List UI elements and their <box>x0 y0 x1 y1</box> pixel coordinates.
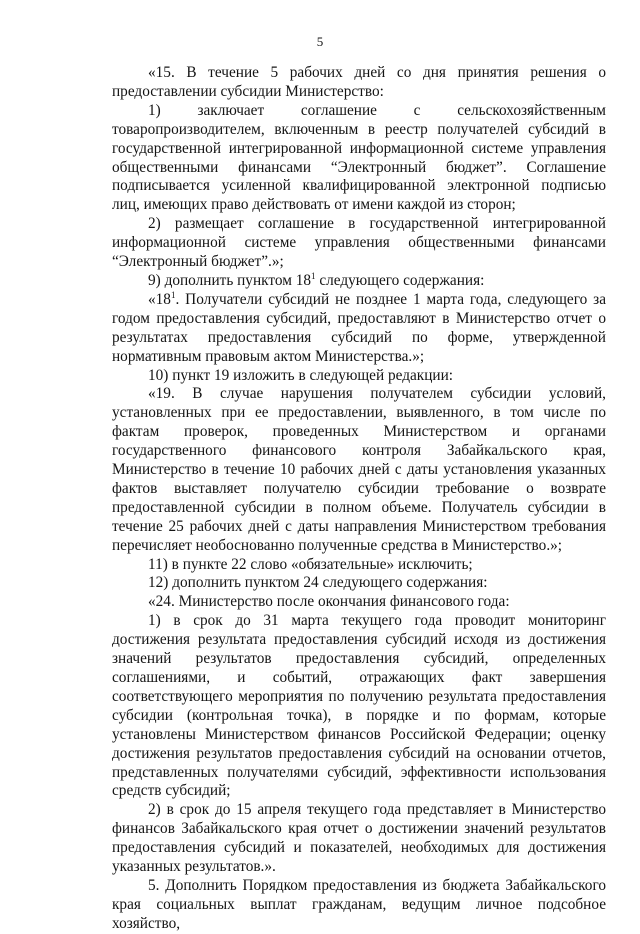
paragraph-text: «15. В течение 5 рабочих дней со дня принятия решения о предоставлении субсидии Министерство: <box>112 64 606 100</box>
paragraph-item-2 <box>112 215 606 272</box>
paragraph-text-continued: следующего содержания: <box>315 271 485 289</box>
paragraph-text: 9) дополнить пунктом 18 <box>148 271 312 289</box>
paragraph-text-continued: . Получатели субсидий не позднее 1 марта года, следующего за годом предоставления субсидий, предоставляют в Министерство отчет о результатах предоставления субсидий по форме, утвержденной нормативным правовым актом Министерства.»; <box>112 290 606 365</box>
page-number: 5 <box>316 34 324 49</box>
paragraph-19 <box>112 385 606 555</box>
paragraph-text: 11) в пункте 22 слово «обязательные» исключить; <box>148 555 473 573</box>
superscript: 1 <box>170 289 176 300</box>
paragraph-15 <box>112 64 606 102</box>
paragraph-text: 2) в срок до 15 апреля текущего года представляет в Министерство финансов Забайкальского края отчет о достижении значений результатов предоставления субсидий и показателей, необходимых для достижения указанных результатов.». <box>112 801 606 876</box>
paragraph-amendment-10 <box>112 367 606 386</box>
paragraph-text: 2) размещает соглашение в государственной интегрированной информационной системе управления общественными финансами “Электронный бюджет”.»; <box>112 215 606 271</box>
paragraph-text: «19. В случае нарушения получателем субсидии условий, установленных при ее предоставлении, выявленного, в том числе по фактам проверок, проведенных Министерством и органами государственного финансового контроля Забайкальского края, Министерство в течение 10 рабочих дней с даты установления указанных фактов выставляет получателю субсидии требование о возврате предоставленной субсидии в полном объеме. Получатель субсидии в течение 25 рабочих дней с даты направления Министерством требования перечисляет необоснованно полученные средства в Министерство.»; <box>112 385 606 554</box>
paragraph-24-item-2 <box>112 801 606 877</box>
paragraph-24 <box>112 593 606 612</box>
paragraph-24-item-1 <box>112 612 606 801</box>
superscript: 1 <box>311 270 316 281</box>
paragraph-text: 5. Дополнить Порядком предоставления из бюджета Забайкальского края социальных выплат гражданам, ведущим личное подсобное хозяйство, <box>112 876 606 932</box>
paragraph-amendment-12 <box>112 574 606 593</box>
paragraph-amendment-11 <box>112 556 606 575</box>
paragraph-text: 1) в срок до 31 марта текущего года проводит мониторинг достижения результата предоставления субсидий исходя из достижения значений результатов предоставления субсидий, определенных соглашениями, и событий, отражающих факт завершения соответствующего мероприятия по получению результата предоставления субсидии (контрольная точка), в порядке и по формам, которые установлены Министерством финансов Российской Федерации; оценку достижения результатов предоставления субсидий на основании отчетов, представленных получателями субсидий, эффективности использования средств субсидий; <box>112 612 606 800</box>
document-body <box>112 64 606 934</box>
paragraph-section-5 <box>112 877 606 934</box>
paragraph-text: 12) дополнить пунктом 24 следующего содержания: <box>148 574 488 592</box>
paragraph-amendment-9 <box>112 272 606 291</box>
paragraph-text: 1) заключает соглашение с сельскохозяйственным товаропроизводителем, включенным в реестр получателей субсидий в государственной интегрированной информационной системе управления общественными финансами “Электронный бюджет”. Соглашение подписывается усиленной квалифицированной электронной подписью лиц, имеющих право действовать от имени каждой из сторон; <box>112 101 606 214</box>
paragraph-text: 10) пункт 19 изложить в следующей редакции: <box>148 366 454 384</box>
paragraph-text: «18 <box>148 290 171 308</box>
paragraph-18-1 <box>112 291 606 367</box>
paragraph-item-1 <box>112 102 606 215</box>
paragraph-text: «24. Министерство после окончания финансового года: <box>148 593 510 611</box>
